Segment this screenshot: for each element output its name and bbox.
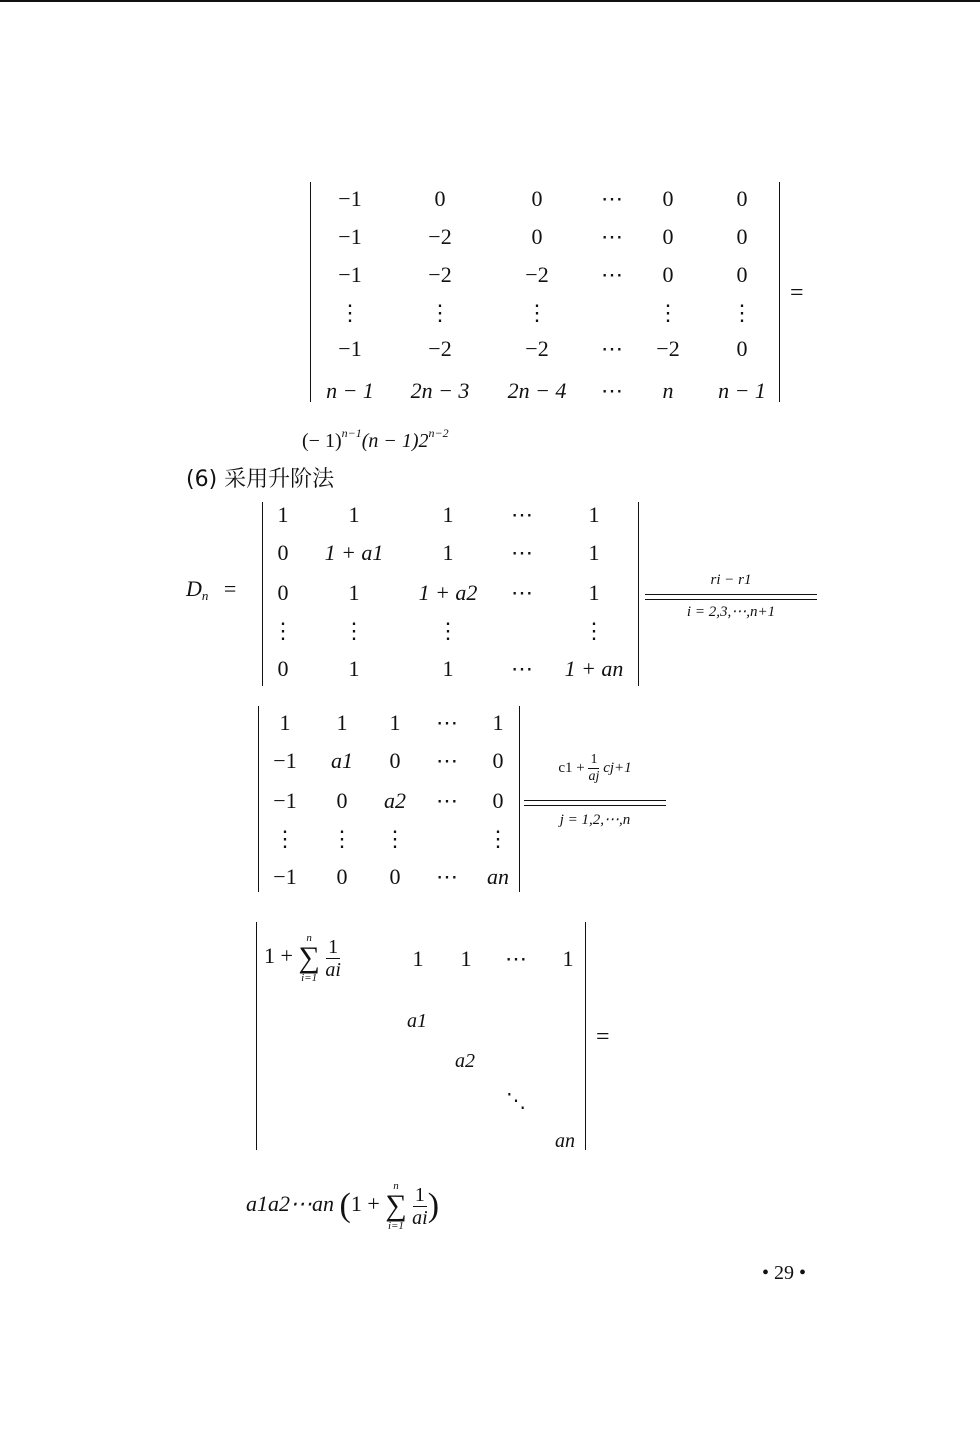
diagonal-entry: ⋱ — [506, 1090, 526, 1112]
top-rule — [0, 0, 980, 2]
matrix-cell: 1 — [442, 540, 454, 565]
matrix-cell: 0 — [277, 540, 289, 565]
matrix-cell: a2 — [384, 788, 406, 813]
matrix-cell: ⋮ — [331, 826, 353, 851]
matrix-cell: 1 — [588, 502, 600, 527]
matrix-cell: 1 — [442, 656, 454, 681]
matrix-cell: ⋯ — [601, 224, 623, 249]
col-op-label: c1 + $\frac{1}{aj}$ cj+1 — [558, 752, 632, 784]
matrix-cell: ⋯ — [505, 946, 527, 971]
matrix-cell: −1 — [338, 224, 362, 249]
matrix-cell: ⋮ — [272, 618, 294, 643]
matrix-cell: −2 — [525, 336, 549, 361]
matrix-cell: ⋯ — [601, 262, 623, 287]
matrix-cell: ⋮ — [437, 618, 459, 643]
matrix-cell: 0 — [277, 580, 289, 605]
matrix-cell: −2 — [428, 336, 452, 361]
matrix-cell: 0 — [336, 788, 348, 813]
dn-lhs: $D_n$ = — [186, 576, 237, 603]
row-op-arrow — [645, 594, 817, 600]
section-heading: (6) 采用升阶法 — [186, 467, 335, 492]
matrix-cell: an — [487, 864, 509, 889]
matrix-cell: 0 — [492, 748, 504, 773]
row-op-range: i = 2,3,⋯,n+1 — [686, 604, 776, 620]
matrix-cell: n — [662, 378, 674, 403]
matrix-cell: ⋮ — [339, 300, 361, 325]
matrix-cell: 0 — [662, 262, 674, 287]
matrix-cell: ⋮ — [487, 826, 509, 851]
equals-sign-2: = — [596, 1024, 610, 1050]
matrix-cell: −2 — [656, 336, 680, 361]
final-result: a1a2⋯an (1 + n ∑ i=1 $\frac{1}{ai}$ ) — [246, 1180, 440, 1232]
matrix-cell: ⋮ — [731, 300, 753, 325]
matrix-cell: ⋯ — [436, 864, 458, 889]
matrix-cell: ⋯ — [511, 580, 533, 605]
matrix-cell: 1 — [277, 502, 289, 527]
matrix-cell: ⋮ — [429, 300, 451, 325]
matrix-cell: −1 — [338, 262, 362, 287]
matrix-cell: ⋯ — [601, 378, 623, 403]
matrix-cell: ⋮ — [657, 300, 679, 325]
matrix-cell: ⋮ — [526, 300, 548, 325]
matrix-cell: 0 — [434, 186, 446, 211]
matrix-cell: 1 — [588, 580, 600, 605]
matrix-cell: ⋯ — [436, 748, 458, 773]
equals-sign: = — [790, 280, 804, 306]
matrix-cell: 1 — [492, 710, 504, 735]
matrix-cell: 0 — [736, 262, 748, 287]
matrix-cell: 1 — [460, 946, 472, 971]
matrix-cell: ⋯ — [436, 710, 458, 735]
diagonal-entry: a2 — [455, 1050, 475, 1072]
matrix-cell: 0 — [389, 748, 401, 773]
matrix-cell: 0 — [277, 656, 289, 681]
matrix-cell: ⋯ — [601, 186, 623, 211]
matrix-cell: ⋮ — [384, 826, 406, 851]
matrix-cell: a1 — [331, 748, 353, 773]
row-op-label: ri − r1 — [710, 572, 752, 588]
matrix-cell: ⋯ — [511, 502, 533, 527]
matrix-cell: 1 — [348, 656, 360, 681]
matrix-cell: 1 + an — [564, 656, 624, 681]
matrix-cell: 2n − 4 — [507, 378, 567, 403]
matrix-cell: n − 1 — [326, 378, 374, 403]
matrix-cell: 0 — [662, 224, 674, 249]
matrix-cell: 1 + a2 — [418, 580, 478, 605]
matrix-cell: ⋮ — [583, 618, 605, 643]
matrix-cell: 1 — [336, 710, 348, 735]
col-op-range: j = 1,2,⋯,n — [559, 812, 631, 828]
matrix-cell: 0 — [736, 336, 748, 361]
matrix-cell: −1 — [338, 186, 362, 211]
matrix-cell: 1 — [348, 502, 360, 527]
matrix-cell: n − 1 — [718, 378, 766, 403]
matrix-cell: ⋮ — [274, 826, 296, 851]
matrix-cell: 1 — [588, 540, 600, 565]
matrix-cell: 0 — [531, 224, 543, 249]
matrix-cell: ⋯ — [601, 336, 623, 361]
matrix-cell: 0 — [336, 864, 348, 889]
matrix-cell: −2 — [428, 262, 452, 287]
matrix-cell: −1 — [338, 336, 362, 361]
matrix-cell: 0 — [492, 788, 504, 813]
page-number: • 29 • — [762, 1262, 807, 1284]
matrix-cell: 0 — [736, 224, 748, 249]
matrix-cell: 1 — [562, 946, 574, 971]
matrix-cell: ⋮ — [343, 618, 365, 643]
diagonal-entry: an — [555, 1130, 575, 1152]
det4-first-cell: 1 + n ∑ i=1 $\frac{1}{ai}$ — [264, 932, 341, 984]
determinant-1-result: (− $1)^{n-1}(n - 1)2^{n-2}$ — [302, 426, 449, 452]
matrix-cell: 1 + a1 — [324, 540, 384, 565]
matrix-cell: 1 — [389, 710, 401, 735]
matrix-cell: 0 — [531, 186, 543, 211]
col-op-arrow — [524, 800, 666, 806]
matrix-cell: 1 — [348, 580, 360, 605]
matrix-cell: ⋯ — [511, 540, 533, 565]
determinant-1 — [310, 182, 780, 402]
matrix-cell: −1 — [273, 864, 297, 889]
matrix-cell: 0 — [736, 186, 748, 211]
matrix-cell: −2 — [428, 224, 452, 249]
matrix-cell: 1 — [442, 502, 454, 527]
matrix-cell: 0 — [389, 864, 401, 889]
matrix-cell: −1 — [273, 748, 297, 773]
matrix-cell: ⋯ — [511, 656, 533, 681]
matrix-cell: −2 — [525, 262, 549, 287]
matrix-cell: 1 — [279, 710, 291, 735]
matrix-cell: −1 — [273, 788, 297, 813]
matrix-cell: 1 — [412, 946, 424, 971]
diagonal-entry: a1 — [407, 1010, 427, 1032]
matrix-cell: ⋯ — [436, 788, 458, 813]
matrix-cell: 0 — [662, 186, 674, 211]
matrix-cell: 2n − 3 — [410, 378, 470, 403]
